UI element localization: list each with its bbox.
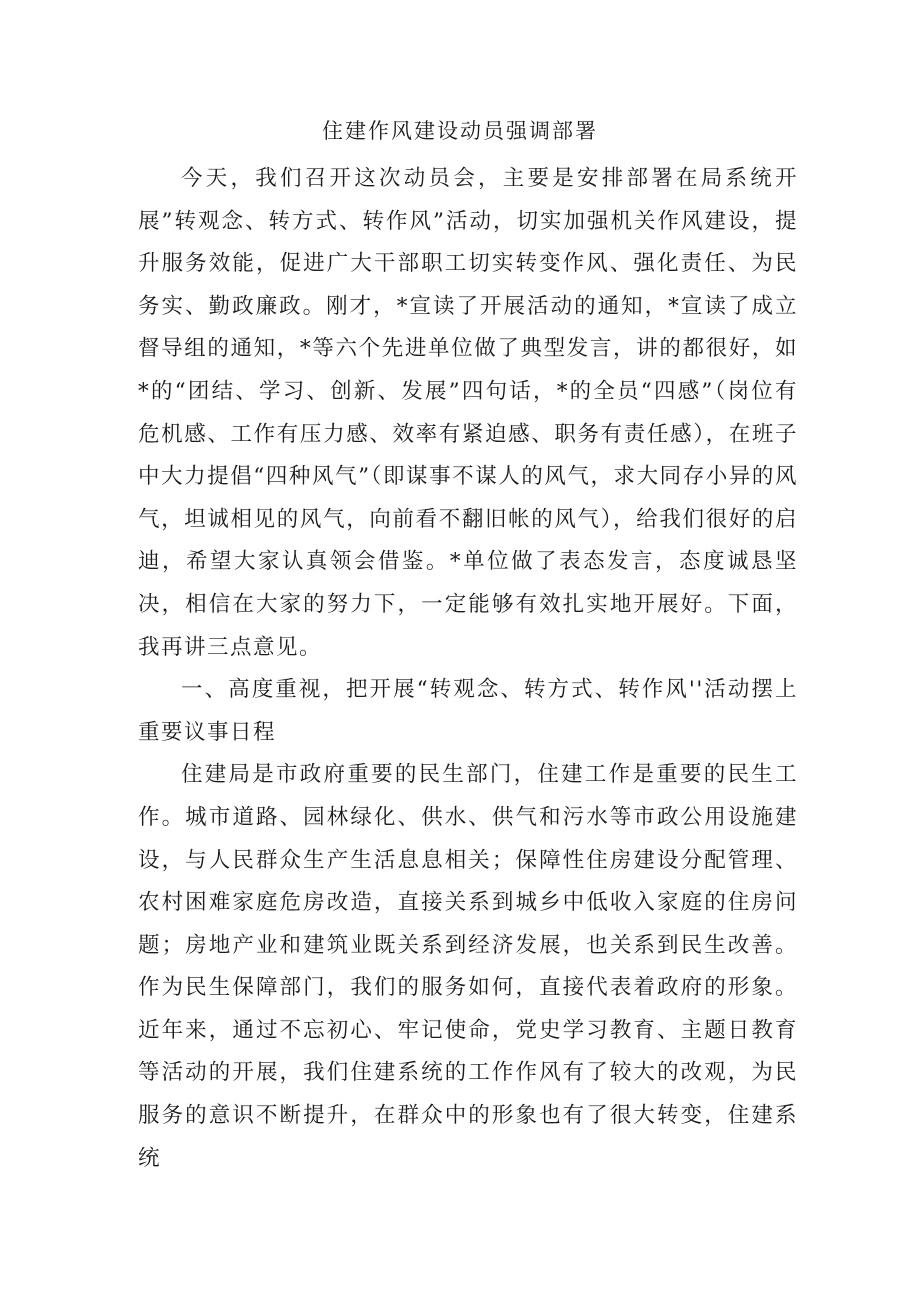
paragraph-intro: 今天，我们召开这次动员会，主要是安排部署在局系统开展”转观念、转方式、转作风”活动，切实加强机关作风建设，提升服务效能，促进广大干部职工切实转变作风、强化责任、为民务实、勤政廉政。刚才，*宣读了开展活动的通知，*宣读了成立督导组的通知，*等六个先进单位做了典型发言，讲的都很好，如*的“团结、学习、创新、发展”四句话，*的全员“四感”（岗位有危机感、工作有压力感、效率有紧迫感、职务有责任感），在班子中大力提倡“四种风气”（即谋事不谋人的风气，求大同存小异的风气，坦诚相见的风气，向前看不翻旧帐的风气），给我们很好的启迪，希望大家认真领会借鉴。*单位做了表态发言，态度诚恳坚决，相信在大家的努力下，一定能够有效扎实地开展好。下面，我再讲三点意见。 <box>138 166 798 660</box>
document-body <box>138 158 798 1180</box>
section-heading-1: 一、高度重视，把开展“转观念、转方式、转作风''活动摆上重要议事日程 <box>138 677 798 745</box>
document-title: 住建作风建设动员强调部署 <box>322 119 598 143</box>
paragraph-section-1: 住建局是市政府重要的民生部门，住建工作是重要的民生工作。城市道路、园林绿化、供水、供气和污水等市政公用设施建设，与人民群众生产生活息息相关；保障性住房建设分配管理、农村困难家庭危房改造，直接关系到城乡中低收入家庭的住房问题；房地产业和建筑业既关系到经济发展，也关系到民生改善。作为民生保障部门，我们的服务如何，直接代表着政府的形象。近年来，通过不忘初心、牢记使命，党史学习教育、主题日教育等活动的开展，我们住建系统的工作作风有了较大的改观，为民服务的意识不断提升，在群众中的形象也有了很大转变，住建系统 <box>138 762 798 1171</box>
